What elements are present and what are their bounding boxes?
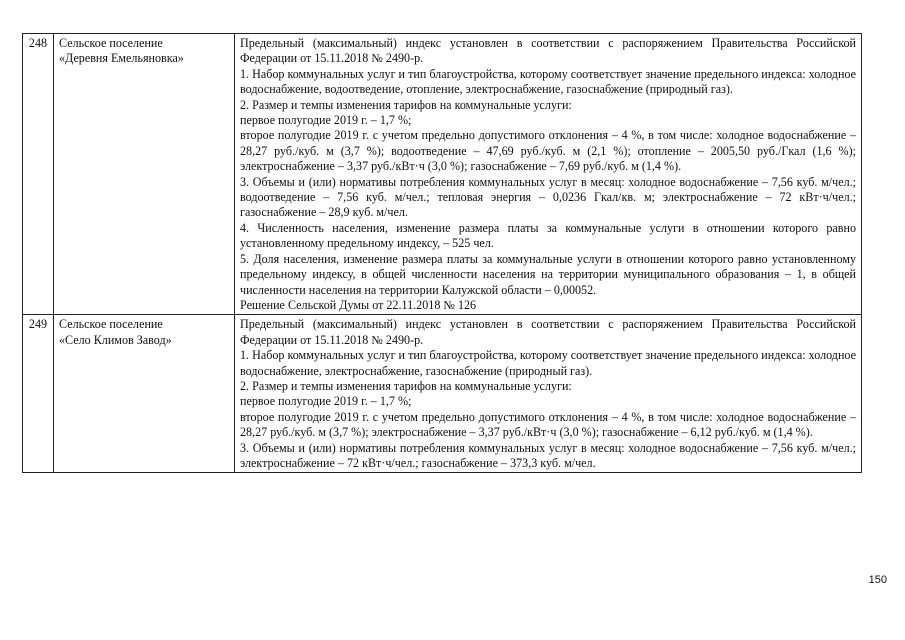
row-number: 248	[23, 34, 54, 315]
page-number: 150	[868, 574, 887, 586]
description-paragraph: Предельный (максимальный) индекс установлен в соответствии с распоряжением Правительства Российской Федерации от 15.11.2018 № 2490-р.	[240, 36, 856, 66]
description-paragraph: второе полугодие 2019 г. с учетом предельно допустимого отклонения – 4 %, в том числе: холодное водоснабжение – 28,27 руб./куб. м (3,7 %); водоотведение – 47,69 руб./куб. м (2,1 %); отопление – 2005,50 руб./Гкал (1,6 %); электроснабжение – 3,37 руб./кВт·ч (3,0 %); газоснабжение – 7,69 руб./куб. м (1,4 %).	[240, 128, 856, 174]
description-paragraph: 5. Доля населения, изменение размера платы за коммунальные услуги в отношении которого равно установленному предельному индексу, в общей численности населения на территории муниципального образования – 1, в общей численности населения на территории Калужской области – 0,00052.	[240, 251, 856, 297]
settlement-name-line: «Деревня Емельяновка»	[59, 51, 184, 66]
description-paragraph: 4. Численность населения, изменение размера платы за коммунальные услуги в отношении которого равно установленному предельному индексу, – 525 чел.	[240, 220, 856, 251]
tariff-index-table	[22, 33, 862, 473]
description-paragraph: 2. Размер и темпы изменения тарифов на коммунальные услуги:	[240, 97, 572, 112]
table-row	[23, 34, 862, 315]
description-paragraph: 3. Объемы и (или) нормативы потребления коммунальных услуг в месяц: холодное водоснабжение – 7,56 куб. м/чел.; водоотведение – 7,56 куб. м/чел.; тепловая энергия – 0,0236 Гкал/кв. м; электроснабжение – 72 кВт·ч/чел.; газоснабжение – 28,9 куб. м/чел.	[240, 174, 856, 220]
description-paragraph: Предельный (максимальный) индекс установлен в соответствии с распоряжением Правительства Российской Федерации от 15.11.2018 № 2490-р.	[240, 317, 856, 347]
description-paragraph: Решение Сельской Думы от 22.11.2018 № 126	[240, 297, 477, 312]
description-paragraph: 3. Объемы и (или) нормативы потребления коммунальных услуг в месяц: холодное водоснабжение – 7,56 куб. м/чел.; электроснабжение – 72 кВт·ч/чел.; газоснабжение – 373,3 куб. м/чел.	[240, 440, 856, 470]
row-number: 249	[23, 315, 54, 473]
settlement-name-line: Сельское поселение	[59, 317, 163, 332]
description-paragraph: 2. Размер и темпы изменения тарифов на коммунальные услуги:	[240, 378, 572, 393]
settlement-name-line: «Село Климов Завод»	[59, 332, 172, 347]
table-row	[23, 315, 862, 473]
settlement-name	[54, 315, 235, 473]
settlement-name	[54, 34, 235, 315]
description-paragraph: первое полугодие 2019 г. – 1,7 %;	[240, 113, 412, 128]
description-paragraph: 1. Набор коммунальных услуг и тип благоустройства, которому соответствует значение предельного индекса: холодное водоснабжение, электроснабжение, газоснабжение (природный газ).	[240, 348, 856, 378]
description-paragraph: второе полугодие 2019 г. с учетом предельно допустимого отклонения – 4 %, в том числе: холодное водоснабжение – 28,27 руб./куб. м (3,7 %); электроснабжение – 3,37 руб./кВт·ч (3,0 %); газоснабжение – 6,12 руб./куб. м (1,4 %).	[240, 409, 856, 440]
index-description	[235, 315, 862, 473]
description-paragraph: первое полугодие 2019 г. – 1,7 %;	[240, 394, 412, 409]
settlement-name-line: Сельское поселение	[59, 36, 163, 50]
description-paragraph: 1. Набор коммунальных услуг и тип благоустройства, которому соответствует значение предельного индекса: холодное водоснабжение, водоотведение, отопление, электроснабжение, газоснабжение (природный газ).	[240, 66, 856, 97]
index-description	[235, 34, 862, 315]
